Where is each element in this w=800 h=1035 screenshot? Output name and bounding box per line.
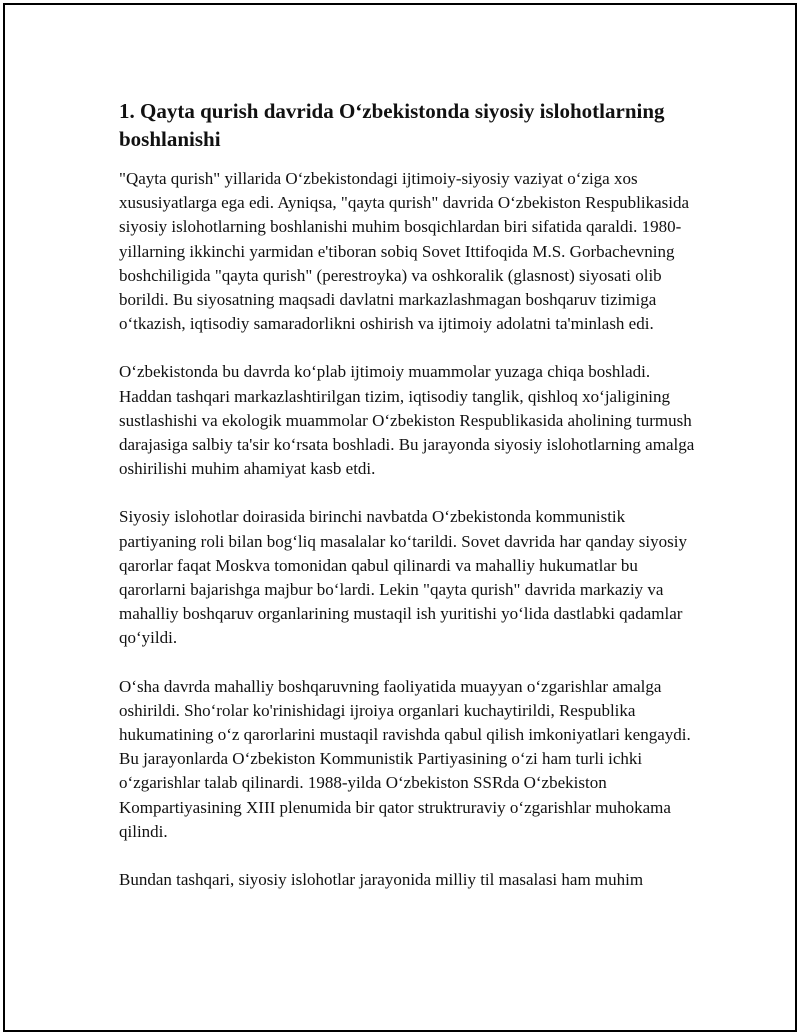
- paragraph-5: Bundan tashqari, siyosiy islohotlar jarayonida milliy til masalasi ham muhim: [119, 870, 644, 890]
- paragraph-4: O‘sha davrda mahalliy boshqaruvning faoliyatida muayyan o‘zgarishlar amalga oshirildi. Sho‘rolar ko'rinishidagi ijroiya organlari kuchaytirildi, Respublika hukumatining o‘z qarorlarini mustaqil ravishda qabul qilish imkoniyatlari kengaydi. Bu jarayonlarda O‘zbekiston Kommunistik Partiyasining o‘zi ham turli ichki o‘zgarishlar talab qilinardi. 1988-yilda O‘zbekiston SSRda O‘zbekiston Kompartiyasining XIII plenumida bir qator struktruraviy o‘zgarishlar muhokama qilindi.: [119, 676, 691, 841]
- section-heading: 1. Qayta qurish davrida O‘zbekistonda siyosiy islohotlarning boshlanishi: [119, 99, 665, 151]
- paragraph-2: O‘zbekistonda bu davrda ko‘plab ijtimoiy muammolar yuzaga chiqa boshladi. Haddan tashqari markazlashtirilgan tizim, iqtisodiy tanglik, qishloq xo‘jaligining sustlashishi va ekologik muammolar O‘zbekiston Respublikasida aholining turmush darajasiga salbiy ta'sir ko‘rsata boshladi. Bu jarayonda siyosiy islohotlarning amalga oshirilishi muhim ahamiyat kasb etdi.: [119, 362, 695, 479]
- page-frame: [3, 3, 797, 1032]
- paragraph-3: Siyosiy islohotlar doirasida birinchi navbatda O‘zbekistonda kommunistik partiyaning roli bilan bog‘liq masalalar ko‘tarildi. Sovet davrida har qanday siyosiy qarorlar faqat Moskva tomonidan qabul qilinardi va mahalliy hukumatlar bu qarorlarni bajarishga majbur bo‘lardi. Lekin "qayta qurish" davrida markaziy va mahalliy boshqaruv organlarining mustaqil ish yuritishi yo‘lida dastlabki qadamlar qo‘yildi.: [119, 507, 687, 648]
- document-body: [119, 97, 699, 916]
- paragraph-1: "Qayta qurish" yillarida O‘zbekistondagi ijtimoiy-siyosiy vaziyat o‘ziga xos xususiyatlarga ega edi. Ayniqsa, "qayta qurish" davrida O‘zbekiston Respublikasida siyosiy islohotlarning boshlanishi muhim bosqichlardan biri sifatida qaraldi. 1980-yillarning ikkinchi yarmidan e'tiboran sobiq Sovet Ittifoqida M.S. Gorbachevning boshchiligida "qayta qurish" (perestroyka) va oshkoralik (glasnost) siyosati olib borildi. Bu siyosatning maqsadi davlatni markazlashmagan boshqaruv tizimiga o‘tkazish, iqtisodiy samaradorlikni oshirish va ijtimoiy adolatni ta'minlash edi.: [119, 169, 690, 334]
